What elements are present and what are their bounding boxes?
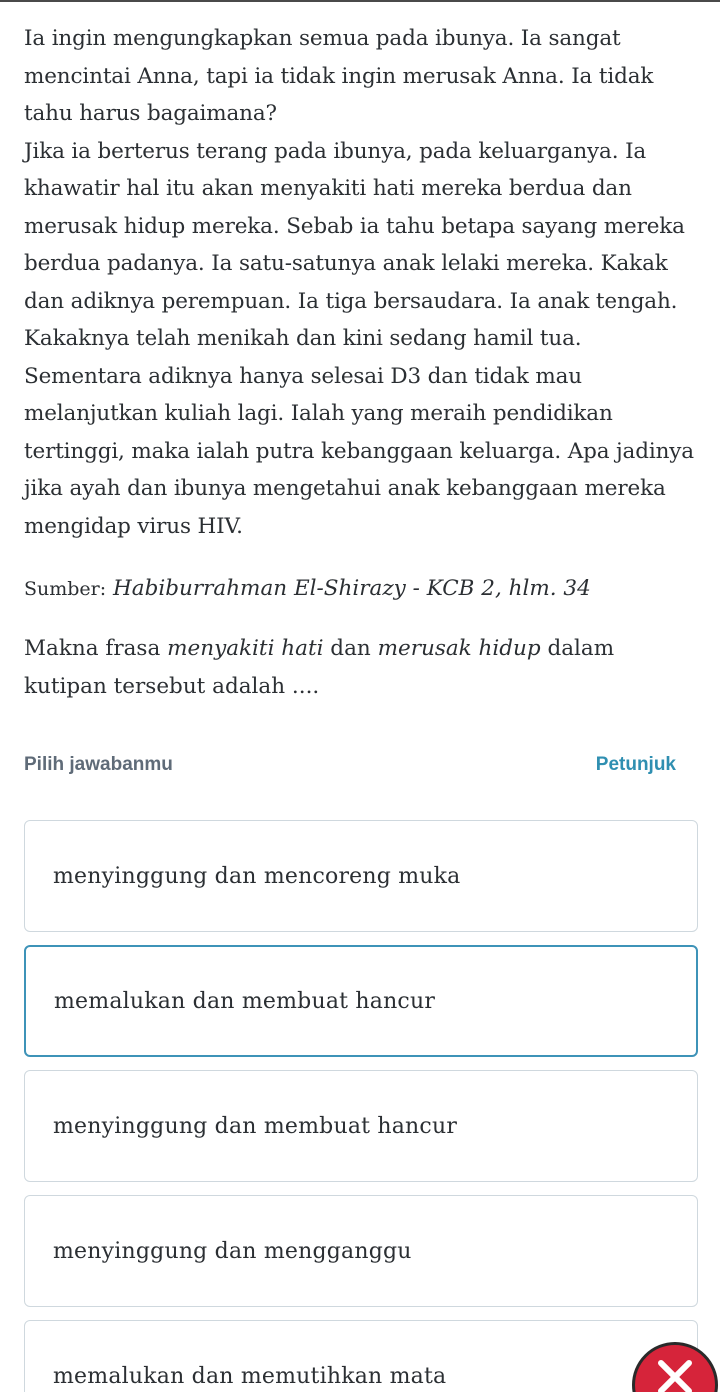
- answer-option-5[interactable]: [24, 1320, 698, 1392]
- answer-option-3[interactable]: [24, 1070, 698, 1182]
- question-phrase-2: merusak hidup: [377, 636, 541, 661]
- passage-paragraph-1: Ia ingin mengungkapkan semua pada ibunya. Ia sangat mencintai Anna, tapi ia tidak ingin merusak Anna. Ia tidak tahu harus bagaimana?: [24, 26, 654, 126]
- passage-paragraph-2: Jika ia berterus terang pada ibunya, pada keluarganya. Ia khawatir hal itu akan menyakiti hati mereka berdua dan merusak hidup mereka. Sebab ia tahu betapa sayang mereka berdua padanya. Ia satu-satunya anak lelaki mereka. Kakak dan adiknya perempuan. Ia tiga bersaudara. Ia anak tengah. Kakaknya telah menikah dan kini sedang hamil tua. Sementara adiknya hanya selesai D3 dan tidak mau melanjutkan kuliah lagi. Ialah yang meraih pendidikan tertinggi, maka ialah putra kebanggaan keluarga. Apa jadinya jika ayah dan ibunya mengetahui anak kebanggaan mereka mengidap virus HIV.: [24, 138, 694, 539]
- top-divider: [0, 0, 720, 2]
- answer-option-4[interactable]: [24, 1195, 698, 1307]
- question-prefix: Makna frasa: [24, 636, 168, 661]
- question-phrase-1: menyakiti hati: [167, 636, 324, 661]
- answer-option-2[interactable]: [24, 945, 698, 1057]
- question-suffix: dalam kutipan tersebut adalah ....: [24, 636, 615, 699]
- question-connector: dan: [323, 636, 378, 661]
- passage-source: [24, 570, 700, 609]
- answer-option-label: menyinggung dan mencoreng muka: [53, 863, 461, 889]
- hint-link[interactable]: Petunjuk: [595, 754, 676, 775]
- answer-header: [24, 754, 676, 776]
- answer-options: [24, 820, 698, 1392]
- answer-option-label: menyinggung dan membuat hancur: [53, 1113, 458, 1139]
- answer-option-label: menyinggung dan mengganggu: [53, 1238, 412, 1264]
- reading-passage: [24, 20, 700, 545]
- pick-answer-label: Pilih jawabanmu: [24, 754, 173, 775]
- answer-option-1[interactable]: [24, 820, 698, 932]
- question-text: [24, 630, 700, 705]
- answer-option-label: memalukan dan memutihkan mata: [53, 1363, 447, 1389]
- source-label: Sumber:: [24, 578, 107, 600]
- source-reference: Habiburrahman El-Shirazy - KCB 2, hlm. 34: [113, 576, 591, 601]
- answer-option-label: memalukan dan membuat hancur: [54, 988, 436, 1014]
- close-x-icon: [655, 1359, 695, 1392]
